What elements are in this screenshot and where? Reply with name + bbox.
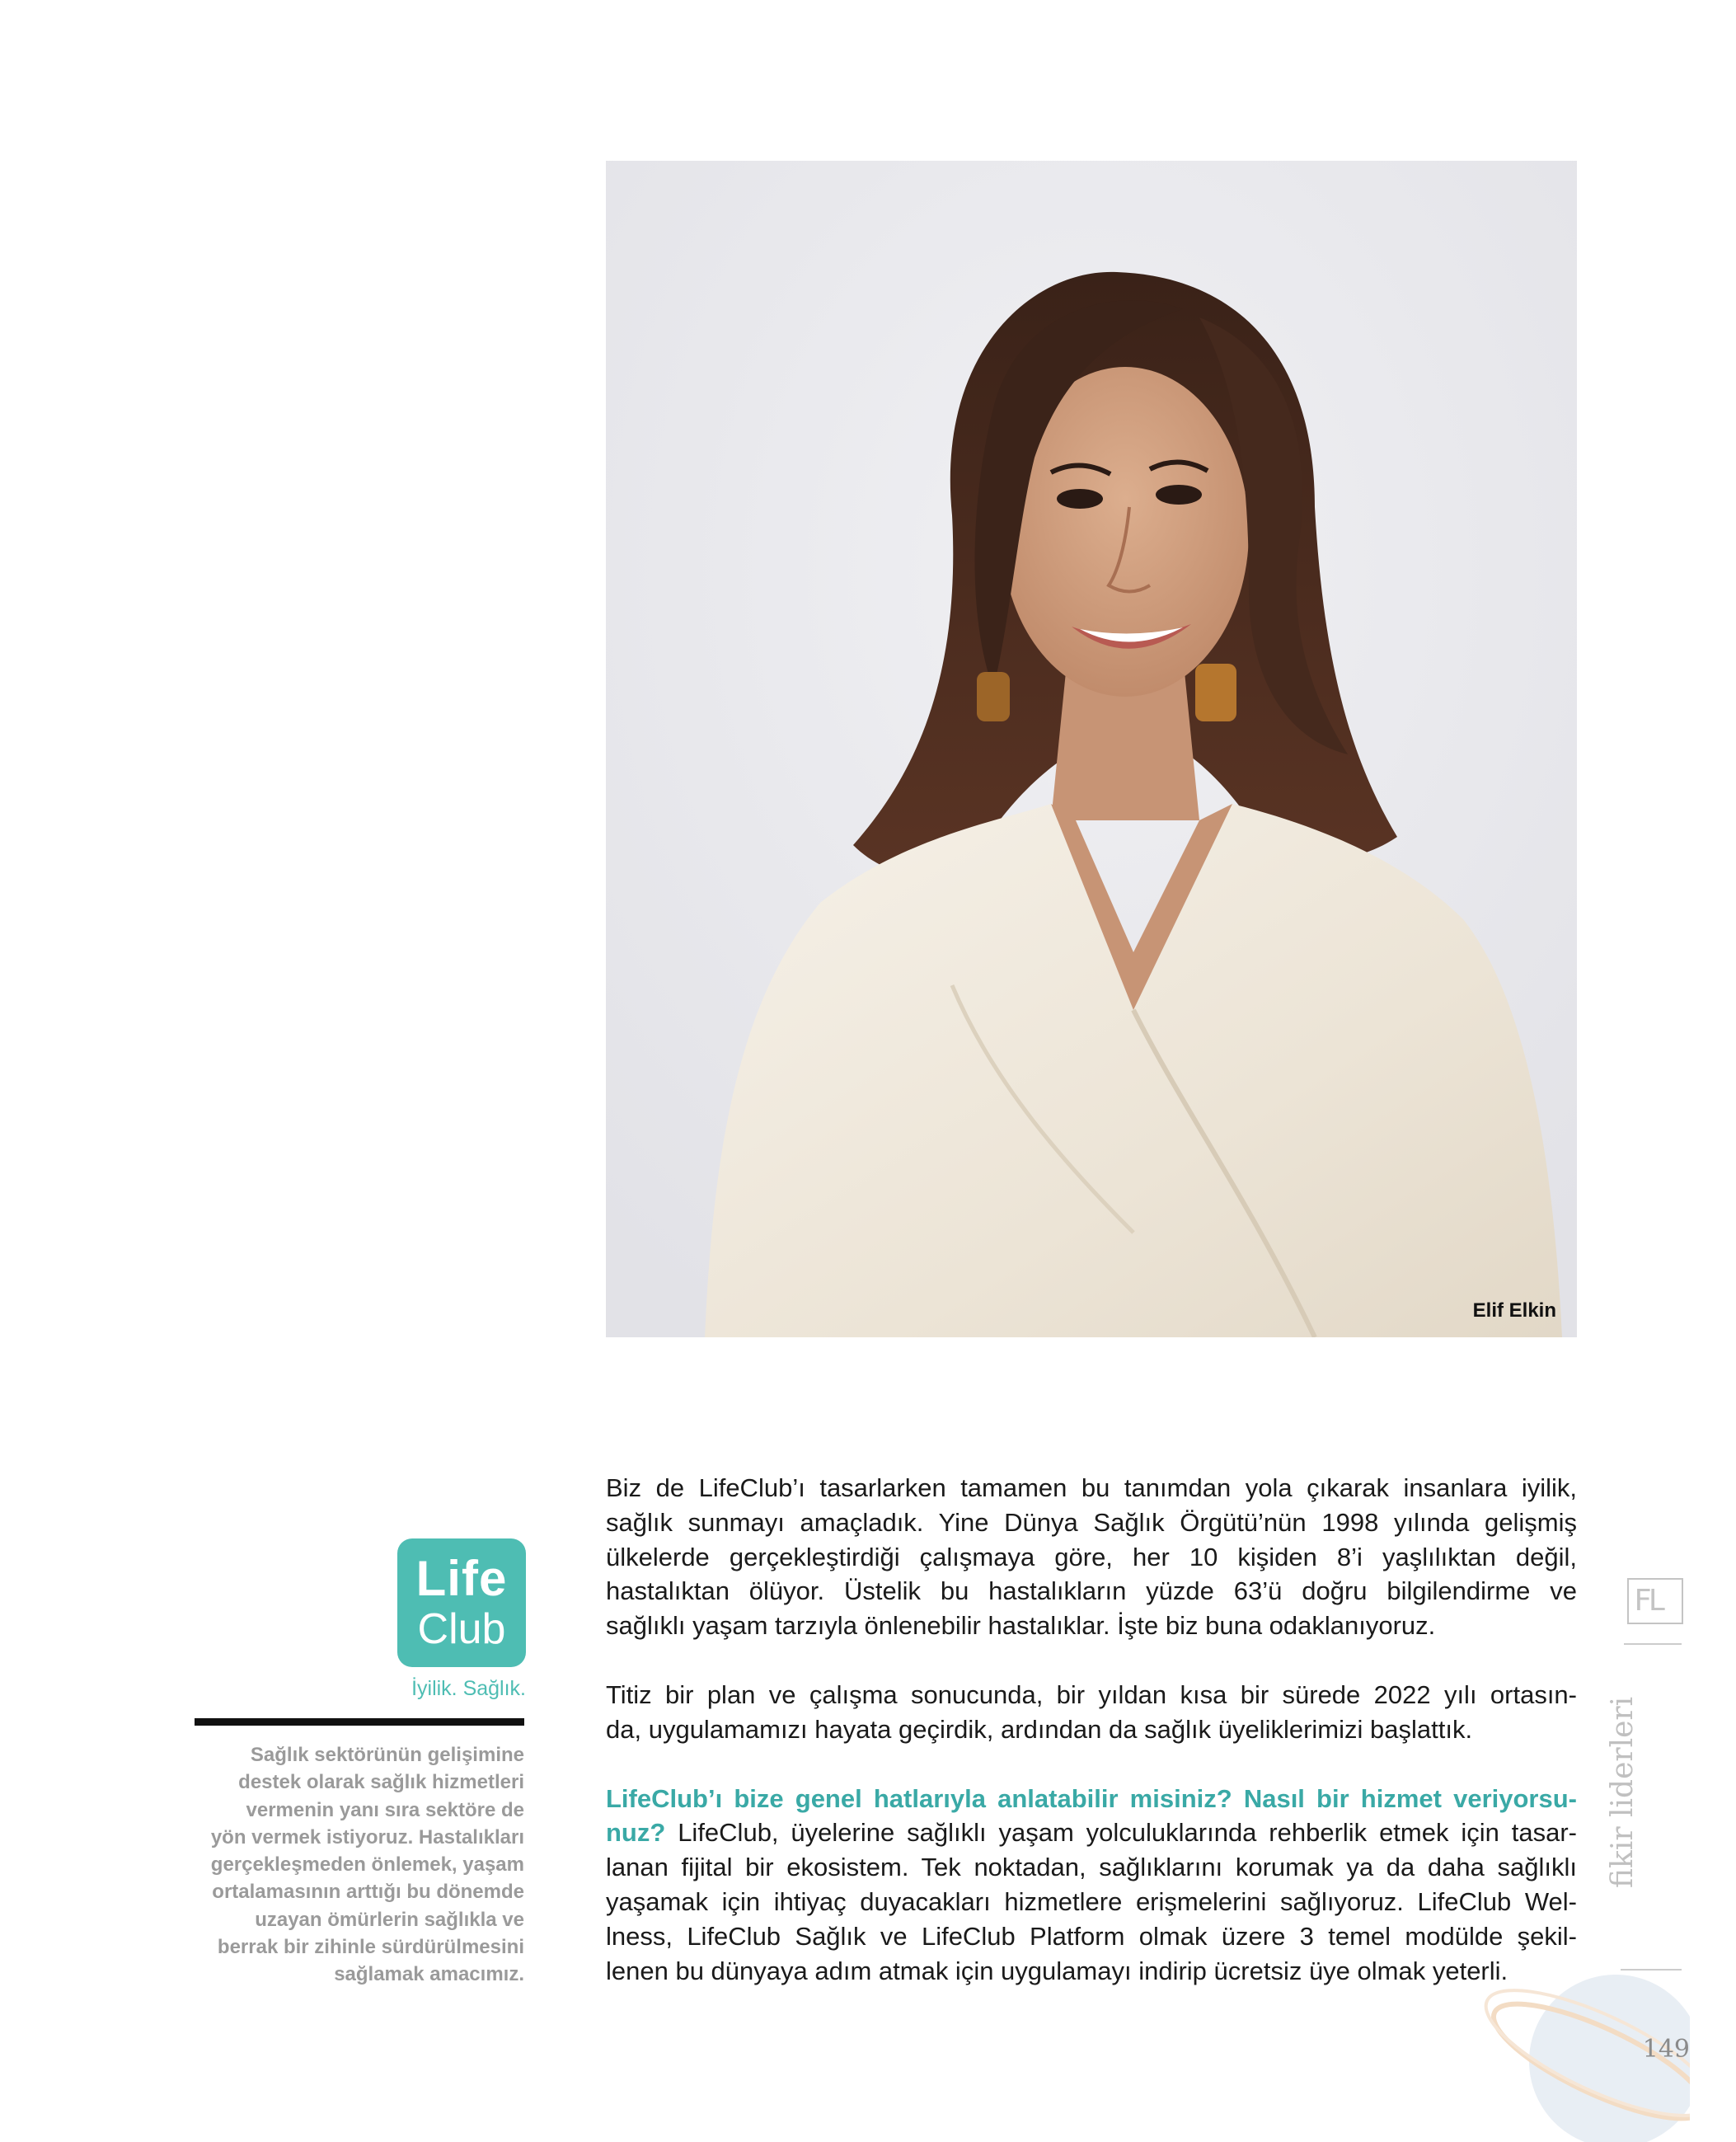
side-note-rule (195, 1718, 524, 1726)
body-line: yaşamak için ihtiyaç duyacakları hizmetlere erişmelerini sağlıyoruz. LifeClub Wel- (606, 1886, 1577, 1916)
page-number: 149 (1642, 2035, 1690, 2064)
side-note-line: destek olarak sağlık hizmetleri (238, 1771, 524, 1794)
body-line: lenen bu dünyaya adım atmak için uygulamayı indirip ücretsiz üye olmak yeterli. (606, 1956, 1508, 1985)
body-line: Biz de LifeClub’ı tasarlarken tamamen bu tanımdan yola çıkarak insanlara iyilik, (606, 1473, 1577, 1502)
interview-question-end: nuz? (606, 1818, 666, 1848)
body-line (606, 1816, 1577, 1850)
answer-start: LifeClub, üyelerine sağlıklı yaşam yolculuklarında rehberlik etmek için tasar- (665, 1818, 1577, 1848)
logo-tagline: İyilik. Sağlık. (411, 1677, 526, 1700)
side-note-line: yön vermek istiyoruz. Hastalıkları (210, 1825, 524, 1848)
side-note-line: gerçekleşmeden önlemek, yaşam (210, 1853, 524, 1877)
portrait-photo (606, 161, 1577, 1337)
body-line: Titiz bir plan ve çalışma sonucunda, bir yıldan kısa bir sürede 2022 yılı ortasın- (606, 1679, 1577, 1709)
side-note-line: uzayan ömürlerin sağlıkla ve (255, 1908, 524, 1931)
side-note-line: Sağlık sektörünün gelişimine (250, 1744, 524, 1766)
interview-question: LifeClub’ı bize genel hatlarıyla anlatabilir misiniz? Nasıl bir hizmet veriyorsu- (606, 1783, 1577, 1813)
fl-brand-text: FL (1634, 1584, 1663, 1618)
body-line: ülkelerde gerçekleştirdiği çalışmaya göre, her 10 kişiden 8’i yaşlılıktan değil, (606, 1542, 1577, 1571)
side-note-line: vermenin yanı sıra sektöre de (246, 1798, 524, 1821)
body-line: sağlıklı yaşam tarzıyla önlenebilir hastalıklar. İşte biz buna odaklanıyoruz. (606, 1611, 1436, 1641)
side-note-line: sağlamak amacımız. (334, 1963, 524, 1986)
fl-brand-mark (1627, 1578, 1683, 1624)
side-pull-quote (191, 1741, 524, 1989)
body-line: hastalıktan ölüyor. Üstelik bu hastalıkların yüzde 63’ü doğru bilgilendirme ve (606, 1576, 1577, 1606)
side-note-line: ortalamasının arttığı bu dönemde (212, 1881, 524, 1904)
body-line: lanan fijital bir ekosistem. Tek noktadan, sağlıklarını korumak ya da daha sağlıklı (606, 1853, 1577, 1882)
article-body (606, 1471, 1577, 1988)
logo-word-life: Life (415, 1551, 508, 1606)
body-line: lness, LifeClub Sağlık ve LifeClub Platform olmak üzere 3 temel modülde şekil- (606, 1921, 1577, 1951)
body-line: da, uygulamamızı hayata geçirdik, ardından da sağlık üyeliklerimizi başlattık. (606, 1714, 1473, 1744)
section-label: fikir liderleri (1606, 1696, 1640, 1888)
side-note-line: berrak bir zihinle sürdürülmesini (217, 1936, 524, 1959)
photo-caption: Elif Elkin (1472, 1299, 1556, 1322)
logo-word-club: Club (417, 1605, 506, 1653)
margin-rule-top (1624, 1643, 1682, 1645)
body-line: sağlık sunmayı amaçladık. Yine Dünya Sağlık Örgütü’nün 1998 yılında gelişmiş (606, 1507, 1577, 1537)
lifeclub-logo (397, 1538, 526, 1667)
